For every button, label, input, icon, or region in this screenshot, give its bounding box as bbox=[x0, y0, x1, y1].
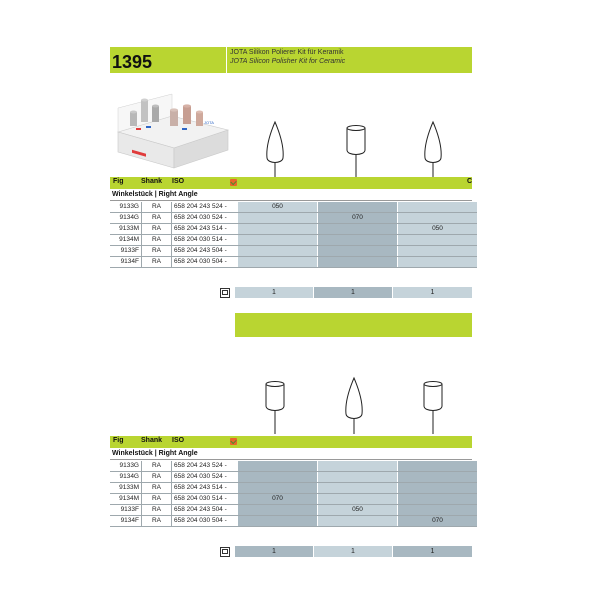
cell-c2 bbox=[318, 516, 398, 527]
pack-cell: 1 bbox=[314, 287, 392, 298]
pack-cell: 1 bbox=[235, 287, 313, 298]
package-icon bbox=[220, 288, 230, 298]
cell-shank: RA bbox=[142, 246, 172, 257]
cell-c3 bbox=[398, 235, 478, 246]
table-row bbox=[110, 257, 477, 268]
cell-c1 bbox=[238, 461, 318, 472]
column-header-1 bbox=[110, 177, 472, 189]
kit-brand-label: JOTA bbox=[204, 120, 214, 125]
cell-iso: 658 204 030 524 - bbox=[172, 213, 238, 224]
cell-iso: 658 204 030 514 - bbox=[172, 235, 238, 246]
pack-cell: 1 bbox=[235, 546, 313, 557]
cell-c1 bbox=[238, 257, 318, 268]
cell-c3: 070 bbox=[398, 516, 478, 527]
cell-c3: 050 bbox=[398, 224, 478, 235]
cell-fig: 9133M bbox=[110, 224, 142, 235]
cell-c3 bbox=[398, 483, 478, 494]
table-row bbox=[110, 461, 477, 472]
table-row bbox=[110, 202, 477, 213]
header-separator bbox=[226, 47, 227, 73]
cell-c3 bbox=[398, 257, 478, 268]
cell-c3 bbox=[398, 505, 478, 516]
cell-shank: RA bbox=[142, 213, 172, 224]
cell-c2 bbox=[318, 202, 398, 213]
cell-iso: 658 204 243 524 - bbox=[172, 461, 238, 472]
cell-c2 bbox=[318, 246, 398, 257]
cell-c3 bbox=[398, 213, 478, 224]
cell-iso: 658 204 243 524 - bbox=[172, 202, 238, 213]
cell-fig: 9134G bbox=[110, 472, 142, 483]
cell-c2 bbox=[318, 257, 398, 268]
section-label-text: Winkelstück | Right Angle bbox=[112, 450, 198, 457]
tool-flame-1 bbox=[262, 120, 288, 180]
cell-iso: 658 204 243 514 - bbox=[172, 483, 238, 494]
cell-iso: 658 204 243 504 - bbox=[172, 505, 238, 516]
title-english: JOTA Silicon Polisher Kit for Ceramic bbox=[230, 58, 346, 65]
cell-c2 bbox=[318, 472, 398, 483]
cell-shank: RA bbox=[142, 224, 172, 235]
kit-image bbox=[112, 82, 234, 174]
cell-c1: 050 bbox=[238, 202, 318, 213]
table-row bbox=[110, 213, 477, 224]
table-row bbox=[110, 505, 477, 516]
cut-icon bbox=[230, 179, 237, 186]
cell-iso: 658 204 030 514 - bbox=[172, 494, 238, 505]
pack-cell: 1 bbox=[314, 546, 392, 557]
cell-c1 bbox=[238, 516, 318, 527]
cell-shank: RA bbox=[142, 235, 172, 246]
cell-c2: 050 bbox=[318, 505, 398, 516]
cell-shank: RA bbox=[142, 257, 172, 268]
section-label-1 bbox=[110, 191, 472, 201]
table-row bbox=[110, 483, 477, 494]
cell-c3 bbox=[398, 472, 478, 483]
cell-c2 bbox=[318, 224, 398, 235]
cell-fig: 9134M bbox=[110, 235, 142, 246]
cell-c2 bbox=[318, 483, 398, 494]
table-row bbox=[110, 235, 477, 246]
green-strip bbox=[235, 313, 472, 337]
cell-fig: 9133F bbox=[110, 505, 142, 516]
table-row bbox=[110, 516, 477, 527]
col-iso: ISO bbox=[172, 178, 185, 185]
cell-iso: 658 204 243 504 - bbox=[172, 246, 238, 257]
packaging-row-1 bbox=[110, 287, 472, 299]
cell-fig: 9134F bbox=[110, 257, 142, 268]
cell-fig: 9134M bbox=[110, 494, 142, 505]
section-label-text: Winkelstück | Right Angle bbox=[112, 191, 198, 198]
tool-cup-3 bbox=[420, 380, 446, 436]
cell-fig: 9134G bbox=[110, 213, 142, 224]
cell-iso: 658 204 030 524 - bbox=[172, 472, 238, 483]
tool-flame-2 bbox=[420, 120, 446, 180]
table-row bbox=[110, 494, 477, 505]
col-fig: Fig bbox=[113, 178, 124, 185]
pack-cell: 1 bbox=[393, 287, 472, 298]
cell-c1 bbox=[238, 213, 318, 224]
col-fig: Fig bbox=[113, 437, 124, 444]
cell-c2 bbox=[318, 494, 398, 505]
cell-c1 bbox=[238, 224, 318, 235]
column-header-2 bbox=[110, 436, 472, 448]
cell-c3 bbox=[398, 494, 478, 505]
col-shank: Shank bbox=[141, 437, 163, 444]
cell-iso: 658 204 030 504 - bbox=[172, 516, 238, 527]
cell-fig: 9133M bbox=[110, 483, 142, 494]
cell-c2: 070 bbox=[318, 213, 398, 224]
cell-c2 bbox=[318, 235, 398, 246]
tool-cup-2 bbox=[262, 380, 288, 436]
cell-c1 bbox=[238, 246, 318, 257]
cell-c2 bbox=[318, 461, 398, 472]
cell-fig: 9133F bbox=[110, 246, 142, 257]
col-iso: ISO bbox=[172, 437, 185, 444]
cell-shank: RA bbox=[142, 472, 172, 483]
cell-c1 bbox=[238, 483, 318, 494]
cell-c3 bbox=[398, 461, 478, 472]
cell-shank: RA bbox=[142, 494, 172, 505]
table-row bbox=[110, 224, 477, 235]
cell-c1 bbox=[238, 472, 318, 483]
section-label-2 bbox=[110, 450, 472, 460]
col-cut: C bbox=[466, 178, 472, 185]
cell-shank: RA bbox=[142, 505, 172, 516]
cell-fig: 9133G bbox=[110, 202, 142, 213]
packaging-row-2 bbox=[110, 546, 472, 558]
cell-fig: 9133G bbox=[110, 461, 142, 472]
cell-shank: RA bbox=[142, 483, 172, 494]
tool-flame-3 bbox=[341, 376, 367, 436]
cell-c1: 070 bbox=[238, 494, 318, 505]
col-shank: Shank bbox=[141, 178, 163, 185]
product-table-1 bbox=[110, 202, 477, 268]
title-german: JOTA Silikon Polierer Kit für Keramik bbox=[230, 49, 344, 56]
cell-c1 bbox=[238, 505, 318, 516]
product-table-2 bbox=[110, 461, 477, 527]
tool-cup-1 bbox=[343, 124, 369, 180]
table-row bbox=[110, 472, 477, 483]
cell-shank: RA bbox=[142, 461, 172, 472]
cell-c3 bbox=[398, 246, 478, 257]
cell-c1 bbox=[238, 235, 318, 246]
cut-icon bbox=[230, 438, 237, 445]
package-icon bbox=[220, 547, 230, 557]
cell-iso: 658 204 243 514 - bbox=[172, 224, 238, 235]
catalog-number: 1395 bbox=[112, 52, 153, 72]
cell-fig: 9134F bbox=[110, 516, 142, 527]
table-row bbox=[110, 246, 477, 257]
cell-shank: RA bbox=[142, 516, 172, 527]
pack-cell: 1 bbox=[393, 546, 472, 557]
cell-shank: RA bbox=[142, 202, 172, 213]
cell-c3 bbox=[398, 202, 478, 213]
cell-iso: 658 204 030 504 - bbox=[172, 257, 238, 268]
